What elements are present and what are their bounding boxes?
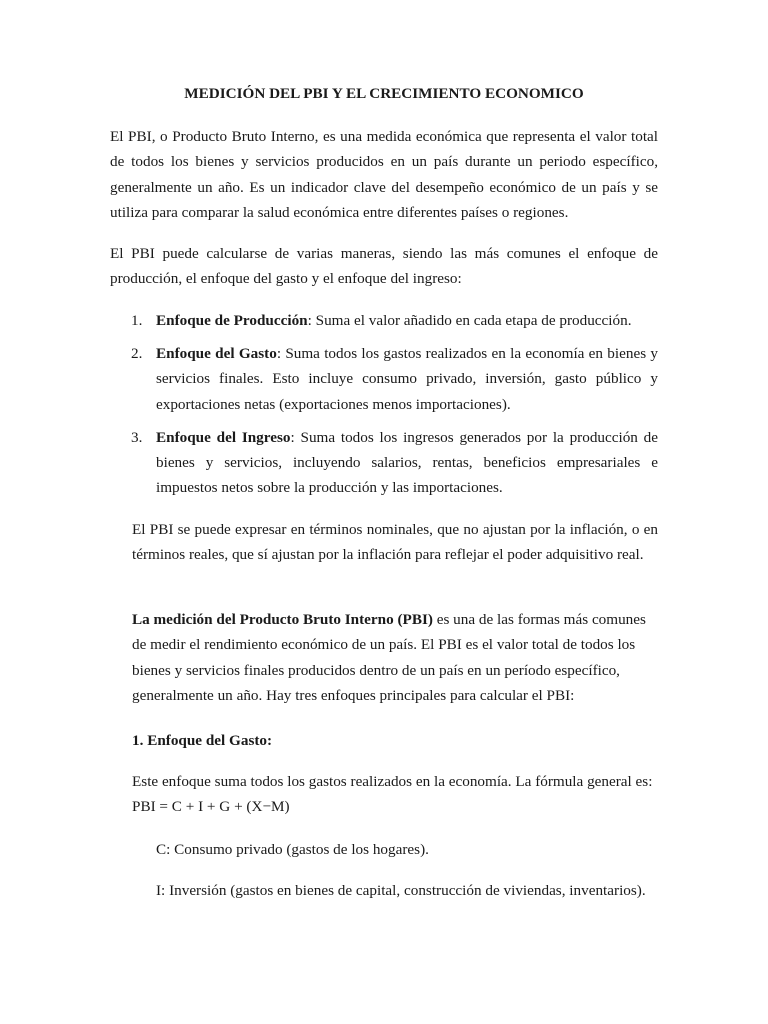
approaches-list: [110, 308, 658, 508]
measurement-paragraph: [132, 607, 658, 709]
list-item: [110, 341, 658, 417]
definition-consumption: C: Consumo privado (gastos de los hogares).: [156, 841, 429, 858]
formula-paragraph: Este enfoque suma todos los gastos realizados en la economía. La fórmula general es: PBI = C + I + G + (X−M): [132, 773, 653, 816]
list-item: [110, 308, 658, 333]
list-item-term: Enfoque del Ingreso: [156, 428, 291, 446]
list-item: [110, 425, 658, 501]
list-item-number: 3.: [131, 428, 143, 446]
measurement-lead: La medición del Producto Bruto Interno (PBI): [132, 611, 433, 628]
intro-paragraph: El PBI, o Producto Bruto Interno, es una medida económica que representa el valor total de todos los bienes y servicios producidos en un país durante un periodo específico, generalmente un año. Es un indicador clave del desempeño económico de un país y se utiliza para comparar la salud económica entre diferentes países o regiones.: [110, 128, 658, 222]
measurement-text: es una de las formas más comunes de medir el rendimiento económico de un país. El PBI es el valor total de todos los bienes y servicios finales producidos dentro de un país en un período específico, generalmente un año. Hay tres enfoques principales para calcular el PBI:: [132, 611, 646, 705]
section-heading: 1. Enfoque del Gasto:: [132, 732, 273, 749]
definition-investment: I: Inversión (gastos en bienes de capital, construcción de viviendas, inventarios).: [156, 882, 646, 899]
methods-paragraph: El PBI puede calcularse de varias maneras, siendo las más comunes el enfoque de producción, el enfoque del gasto y el enfoque del ingreso:: [110, 245, 658, 288]
list-item-number: 1.: [131, 312, 143, 329]
list-item-description: : Suma todos los ingresos generados por la producción de bienes y servicios, incluyendo salarios, rentas, beneficios empresariales e impuestos netos sobre la producción y las importaciones.: [156, 428, 659, 497]
document-title: MEDICIÓN DEL PBI Y EL CRECIMIENTO ECONOMICO: [184, 85, 584, 102]
list-item-term: Enfoque del Gasto: [156, 344, 277, 362]
nominal-real-paragraph: El PBI se puede expresar en términos nominales, que no ajustan por la inflación, o en términos reales, que sí ajustan por la inflación para reflejar el poder adquisitivo real.: [132, 521, 658, 564]
list-item-term: Enfoque de Producción: [156, 312, 308, 329]
list-item-description: : Suma el valor añadido en cada etapa de producción.: [307, 312, 632, 329]
list-item-description: : Suma todos los gastos realizados en la economía en bienes y servicios finales. Esto incluye consumo privado, inversión, gasto público y exportaciones netas (exportaciones menos importaciones).: [156, 344, 658, 413]
list-item-number: 2.: [131, 344, 143, 362]
